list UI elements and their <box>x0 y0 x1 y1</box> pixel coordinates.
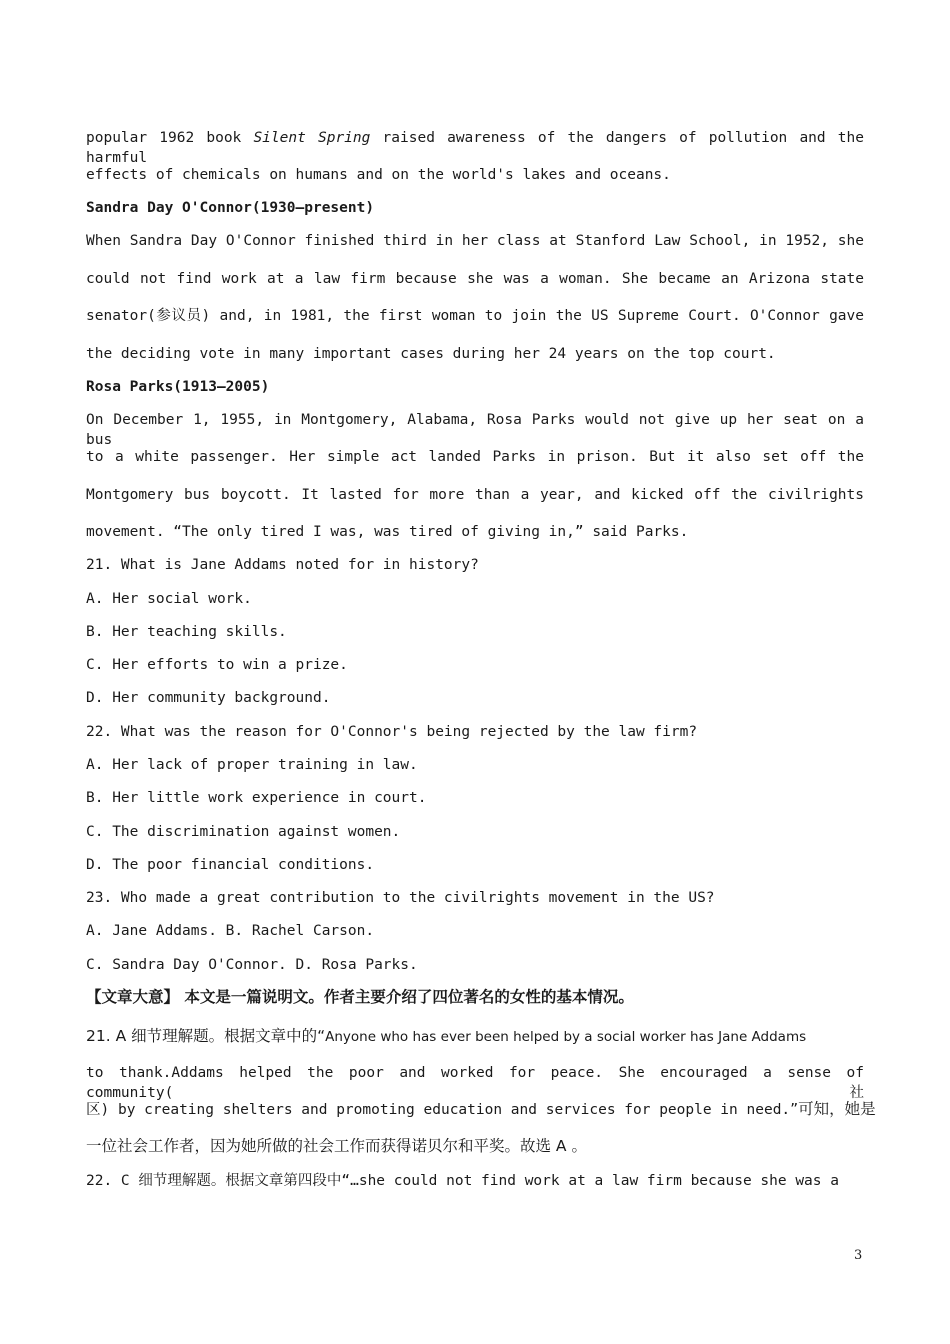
question-21-option-b: B. Her teaching skills. <box>86 624 287 640</box>
parks-paragraph-line-1: On December 1, 1955, in Montgomery, Alabama, Rosa Parks would not give up her seat on a bus <box>86 412 864 448</box>
text-segment: 区) by creating shelters and promoting education and services for people in need. <box>86 1102 791 1118</box>
text-segment: 一位社会工作者，因为她所做的社会工作而获得诺贝尔和平奖。故选 A 。 <box>86 1137 587 1155</box>
question-21: 21. What is Jane Addams noted for in history? <box>86 557 479 573</box>
quote-segment: Anyone who has ever been helped by a social worker has Jane Addams <box>325 1029 807 1045</box>
answer-21-line-3 <box>86 1099 876 1120</box>
oconnor-paragraph-line-2: could not find work at a law firm because she was a woman. She became an Arizona state <box>86 271 864 287</box>
question-22-option-b: B. Her little work experience in court. <box>86 790 427 806</box>
text-segment: raised awareness of the dangers of pollution and the harmful <box>86 130 864 166</box>
answer-21-line-4 <box>86 1136 864 1157</box>
text-segment: popular 1962 book <box>86 130 254 146</box>
oconnor-heading: Sandra Day O'Connor(1930—present) <box>86 200 375 216</box>
carson-paragraph-line-1 <box>86 128 864 168</box>
question-21-option-c: C. Her efforts to win a prize. <box>86 657 348 673</box>
oconnor-paragraph-line-3: senator(参议员) and, in 1981, the first woman to join the US Supreme Court. O'Connor gave <box>86 308 864 324</box>
text-segment: 21. A 细节理解题。根据文章中的“ <box>86 1027 326 1045</box>
parks-paragraph-line-3: Montgomery bus boycott. It lasted for more than a year, and kicked off the civilrights <box>86 487 864 503</box>
oconnor-paragraph-line-4: the deciding vote in many important cases during her 24 years on the top court. <box>86 346 776 362</box>
question-22-option-c: C. The discrimination against women. <box>86 824 401 840</box>
answer-21-line-1 <box>86 1026 864 1047</box>
question-23-options-cd: C. Sandra Day O'Connor. D. Rosa Parks. <box>86 957 418 973</box>
parks-heading: Rosa Parks(1913—2005) <box>86 379 270 395</box>
oconnor-paragraph-line-1: When Sandra Day O'Connor finished third in her class at Stanford Law School, in 1952, she <box>86 233 864 249</box>
question-23-options-ab: A. Jane Addams. B. Rachel Carson. <box>86 923 375 939</box>
question-21-option-a: A. Her social work. <box>86 591 252 607</box>
answer-21-line-2: to thank.Addams helped the poor and worked for peace. She encouraged a sense of community(社 <box>86 1065 864 1101</box>
carson-paragraph-line-2: effects of chemicals on humans and on the world's lakes and oceans. <box>86 167 671 183</box>
question-21-option-d: D. Her community background. <box>86 690 331 706</box>
question-22: 22. What was the reason for O'Connor's being rejected by the law firm? <box>86 724 698 740</box>
answer-22-line-1: 22. C 细节理解题。根据文章第四段中“…she could not find work at a law firm because she was a <box>86 1173 839 1189</box>
analysis-summary: 【文章大意】 本文是一篇说明文。作者主要介绍了四位著名的女性的基本情况。 <box>86 988 634 1006</box>
parks-paragraph-line-2: to a white passenger. Her simple act landed Parks in prison. But it also set off the <box>86 449 864 465</box>
text-segment: ”可知，她是 <box>790 1100 876 1118</box>
question-23: 23. Who made a great contribution to the civilrights movement in the US? <box>86 890 715 906</box>
book-title: Silent Spring <box>253 130 371 146</box>
question-22-option-a: A. Her lack of proper training in law. <box>86 757 418 773</box>
question-22-option-d: D. The poor financial conditions. <box>86 857 375 873</box>
page-number: 3 <box>854 1248 863 1263</box>
parks-paragraph-line-4: movement. “The only tired I was, was tired of giving in,” said Parks. <box>86 524 689 540</box>
